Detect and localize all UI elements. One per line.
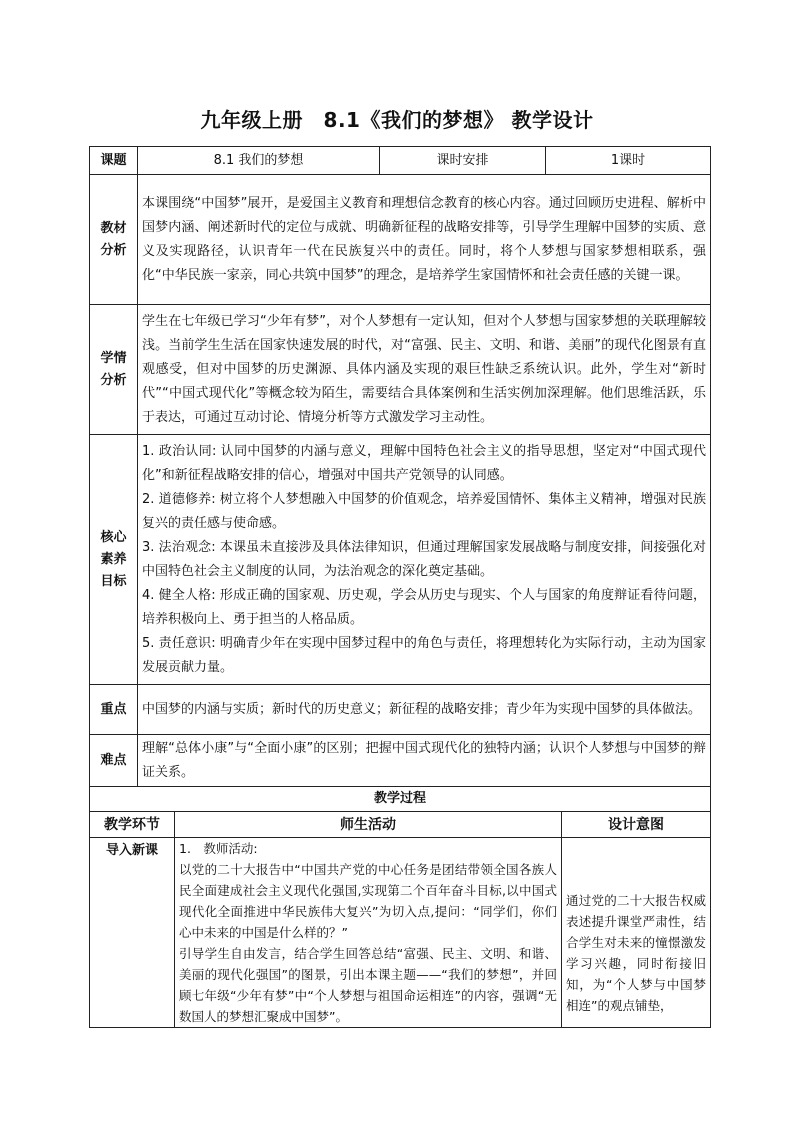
goal-item: 1. 政治认同: 认同中国梦的内涵与意义，理解中国特色社会主义的指导思想，坚定对“中国式现代化”和新征程战略安排的信心，增强对中国共产党领导的认同感。	[142, 443, 706, 483]
textbook-analysis-text: 本课围绕“中国梦”展开，是爱国主义教育和理想信念教育的核心内容。通过回顾历史进程、解析中国梦内涵、阐述新时代的定位与成就、明确新征程的战略安排等，引导学生理解中国梦的实质、意义及实现路径，认识青年一代在民族复兴中的责任。同时，将个人梦想与国家梦想相联系，强化“中华民族一家亲，同心共筑中国梦”的理念，是培养学生家国情怀和社会责任感的关键一课。	[138, 175, 711, 305]
core-goals-row	[90, 435, 711, 685]
intent-column-header: 设计意图	[562, 812, 711, 838]
textbook-analysis-row	[90, 175, 711, 305]
core-goals-label: 核心 素养 目标	[90, 435, 138, 685]
textbook-analysis-label: 教材 分析	[90, 175, 138, 305]
topic-value: 8.1 我们的梦想	[138, 147, 380, 175]
process-heading: 教学过程	[90, 787, 711, 812]
difficulties-row	[90, 735, 711, 787]
intro-row	[90, 838, 711, 1028]
student-analysis-text: 学生在七年级已学习“少年有梦”，对个人梦想有一定认知，但对个人梦想与国家梦想的关联理解较浅。当前学生生活在国家快速发展的时代，对“富强、民主、文明、和谐、美丽”的现代化图景有直观感受，但对中国梦的历史渊源、具体内涵及实现的艰巨性缺乏系统认识。此外，学生对“新时代”“中国式现代化”等概念较为陌生，需要结合具体案例和生活实例加深理解。他们思维活跃，乐于表达，可通过互动讨论、情境分析等方式激发学习主动性。	[138, 305, 711, 435]
goal-item: 3. 法治观念: 本课虽未直接涉及具体法律知识，但通过理解国家发展战略与制度安排，间接强化对中国特色社会主义制度的认同，为法治观念的深化奠定基础。	[142, 539, 706, 579]
goal-item: 5. 责任意识: 明确青少年在实现中国梦过程中的角色与责任，将理想转化为实际行动，主动为国家发展贡献力量。	[142, 635, 706, 675]
key-points-row	[90, 685, 711, 735]
activity-column-header: 师生活动	[175, 812, 562, 838]
difficulties-text: 理解“总体小康”与“全面小康”的区别；把握中国式现代化的独特内涵；认识个人梦想与中国梦的辩证关系。	[138, 735, 711, 787]
intro-intent: 通过党的二十大报告权威表述提升课堂严肃性，结合学生对未来的憧憬激发学习兴趣，同时衔接旧知，为“个人梦与中国梦相连”的观点铺垫，	[562, 838, 711, 1028]
key-points-text: 中国梦的内涵与实质；新时代的历史意义；新征程的战略安排；青少年为实现中国梦的具体做法。	[138, 685, 711, 735]
topic-label: 课题	[90, 147, 138, 175]
schedule-value: 1课时	[546, 147, 711, 175]
schedule-label: 课时安排	[380, 147, 546, 175]
key-points-label: 重点	[90, 685, 138, 735]
page-title: 九年级上册 8.1《我们的梦想》 教学设计	[200, 108, 594, 132]
intro-stage-label: 导入新课	[90, 838, 175, 1028]
process-heading-row	[90, 787, 711, 812]
difficulties-label: 难点	[90, 735, 138, 787]
intro-activity: 1. 教师活动: 以党的二十大报告中“中国共产党的中心任务是团结带领全国各族人民全面建成社会主义现代化强国,实现第二个百年奋斗目标,以中国式现代化全面推进中华民族伟大复兴”为切入点,提问：“同学们，你们心中未来的中国是什么样的？” 引导学生自由发言，结合学生回答总结“富强、民主、文明、和谐、美丽的现代化强国”的图景，引出本课主题——“我们的梦想”，并回顾七年级“少年有梦”中“个人梦想与祖国命运相连”的内容，强调“无数国人的梦想汇聚成中国梦”。	[175, 838, 562, 1028]
goal-item: 2. 道德修养: 树立将个人梦想融入中国梦的价值观念，培养爱国情怀、集体主义精神，增强对民族复兴的责任感与使命感。	[142, 491, 706, 531]
student-analysis-row	[90, 305, 711, 435]
process-header-row	[90, 812, 711, 838]
topic-row	[90, 147, 711, 175]
core-goals-list	[138, 435, 711, 685]
student-analysis-label: 学情 分析	[90, 305, 138, 435]
stage-column-header: 教学环节	[90, 812, 175, 838]
goal-item: 4. 健全人格: 形成正确的国家观、历史观，学会从历史与现实、个人与国家的角度辩证看待问题，培养积极向上、勇于担当的人格品质。	[142, 587, 706, 627]
lesson-plan-table	[89, 146, 711, 1028]
